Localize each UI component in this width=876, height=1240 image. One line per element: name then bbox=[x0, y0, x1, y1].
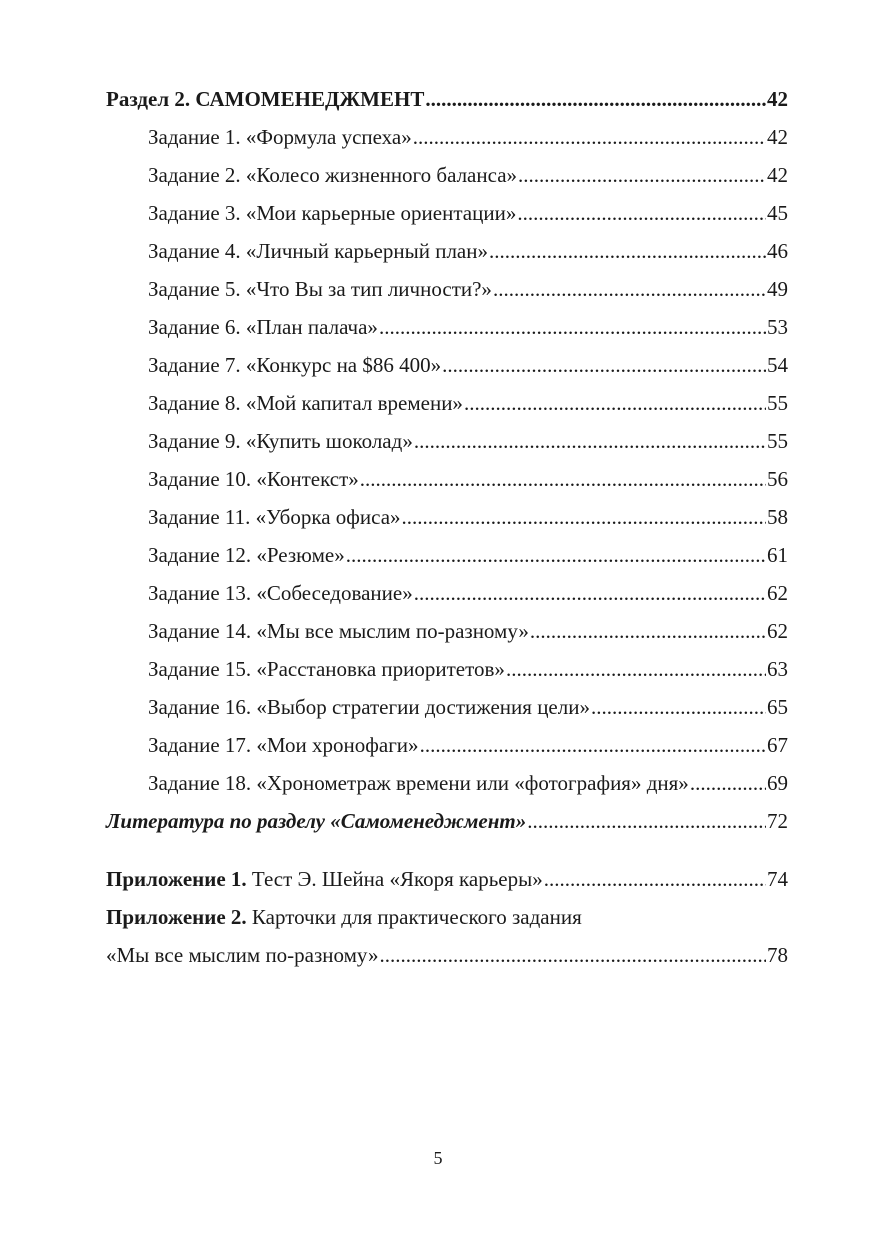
toc-task-entry[interactable] bbox=[106, 612, 788, 650]
dot-leader bbox=[379, 308, 766, 346]
toc-literature-entry[interactable] bbox=[106, 802, 788, 840]
toc-task-entry[interactable] bbox=[106, 764, 788, 802]
section-title: Раздел 2. САМОМЕНЕДЖМЕНТ bbox=[106, 87, 425, 111]
task-page: 61 bbox=[767, 543, 788, 567]
task-title: Задание 14. «Мы все мыслим по-разному» bbox=[148, 619, 529, 643]
toc-task-entry[interactable] bbox=[106, 536, 788, 574]
dot-leader bbox=[591, 688, 766, 726]
dot-leader bbox=[360, 460, 766, 498]
toc-task-entry[interactable] bbox=[106, 156, 788, 194]
appendix-2-title-line-2: «Мы все мыслим по-разному» bbox=[106, 943, 379, 967]
appendix-1-label: Приложение 1. bbox=[106, 867, 247, 891]
task-title: Задание 17. «Мои хронофаги» bbox=[148, 733, 419, 757]
task-page: 55 bbox=[767, 391, 788, 415]
toc-task-entry[interactable] bbox=[106, 460, 788, 498]
task-title: Задание 10. «Контекст» bbox=[148, 467, 359, 491]
toc-task-entry[interactable] bbox=[106, 422, 788, 460]
page-number: 5 bbox=[433, 1148, 443, 1168]
dot-leader bbox=[464, 384, 766, 422]
dot-leader bbox=[493, 270, 766, 308]
task-title: Задание 8. «Мой капитал времени» bbox=[148, 391, 463, 415]
task-page: 49 bbox=[767, 277, 788, 301]
toc-task-entry[interactable] bbox=[106, 118, 788, 156]
section-page: 42 bbox=[767, 87, 788, 111]
task-page: 55 bbox=[767, 429, 788, 453]
appendix-1-title-group bbox=[106, 860, 543, 898]
toc-appendix-2-entry-line-2[interactable] bbox=[106, 936, 788, 974]
task-page: 62 bbox=[767, 619, 788, 643]
toc-task-entry[interactable] bbox=[106, 498, 788, 536]
toc-task-entry[interactable] bbox=[106, 194, 788, 232]
task-page: 63 bbox=[767, 657, 788, 681]
literature-page: 72 bbox=[767, 809, 788, 833]
task-page: 42 bbox=[767, 125, 788, 149]
task-page: 42 bbox=[767, 163, 788, 187]
task-page: 69 bbox=[767, 771, 788, 795]
dot-leader bbox=[442, 346, 766, 384]
toc-task-entry[interactable] bbox=[106, 650, 788, 688]
task-page: 54 bbox=[767, 353, 788, 377]
task-title: Задание 5. «Что Вы за тип личности?» bbox=[148, 277, 492, 301]
toc-appendix-1-entry[interactable] bbox=[106, 860, 788, 898]
task-page: 45 bbox=[767, 201, 788, 225]
task-page: 58 bbox=[767, 505, 788, 529]
task-title: Задание 12. «Резюме» bbox=[148, 543, 345, 567]
dot-leader bbox=[530, 612, 766, 650]
task-title: Задание 3. «Мои карьерные ориентации» bbox=[148, 201, 517, 225]
task-title: Задание 11. «Уборка офиса» bbox=[148, 505, 401, 529]
task-title: Задание 9. «Купить шоколад» bbox=[148, 429, 413, 453]
task-page: 46 bbox=[767, 239, 788, 263]
dot-leader bbox=[527, 802, 766, 840]
dot-leader bbox=[402, 498, 766, 536]
dot-leader bbox=[544, 860, 766, 898]
dot-leader bbox=[489, 232, 766, 270]
task-page: 65 bbox=[767, 695, 788, 719]
toc-section-entry[interactable] bbox=[106, 80, 788, 118]
dot-leader bbox=[425, 80, 766, 118]
dot-leader bbox=[414, 574, 766, 612]
dot-leader bbox=[413, 118, 766, 156]
appendix-2-title-line-1: Карточки для практического задания bbox=[251, 905, 582, 929]
dot-leader bbox=[518, 156, 766, 194]
task-title: Задание 7. «Конкурс на $86 400» bbox=[148, 353, 442, 377]
dot-leader bbox=[379, 936, 766, 974]
task-title: Задание 13. «Собеседование» bbox=[148, 581, 413, 605]
task-page: 56 bbox=[767, 467, 788, 491]
appendix-1-page: 74 bbox=[767, 867, 788, 891]
toc-task-entry[interactable] bbox=[106, 232, 788, 270]
dot-leader bbox=[506, 650, 766, 688]
dot-leader bbox=[420, 726, 766, 764]
task-title: Задание 15. «Расстановка приоритетов» bbox=[148, 657, 505, 681]
spacer bbox=[106, 840, 788, 860]
task-title: Задание 16. «Выбор стратегии достижения цели» bbox=[148, 695, 590, 719]
toc-task-entry[interactable] bbox=[106, 688, 788, 726]
task-page: 53 bbox=[767, 315, 788, 339]
task-title: Задание 4. «Личный карьерный план» bbox=[148, 239, 488, 263]
toc-task-entry[interactable] bbox=[106, 574, 788, 612]
task-page: 62 bbox=[767, 581, 788, 605]
toc-task-entry[interactable] bbox=[106, 726, 788, 764]
dot-leader bbox=[517, 194, 766, 232]
table-of-contents bbox=[106, 80, 788, 974]
task-title: Задание 1. «Формула успеха» bbox=[148, 125, 412, 149]
literature-title: Литература по разделу «Самоменеджмент» bbox=[106, 809, 527, 833]
dot-leader bbox=[690, 764, 766, 802]
task-page: 67 bbox=[767, 733, 788, 757]
dot-leader bbox=[414, 422, 766, 460]
toc-task-entry[interactable] bbox=[106, 346, 788, 384]
task-title: Задание 6. «План палача» bbox=[148, 315, 378, 339]
task-title: Задание 18. «Хронометраж времени или «фотография» дня» bbox=[148, 771, 689, 795]
appendix-2-page: 78 bbox=[767, 943, 788, 967]
dot-leader bbox=[346, 536, 766, 574]
toc-task-entry[interactable] bbox=[106, 270, 788, 308]
task-title: Задание 2. «Колесо жизненного баланса» bbox=[148, 163, 518, 187]
appendix-1-title: Тест Э. Шейна «Якоря карьеры» bbox=[251, 867, 543, 891]
toc-task-entry[interactable] bbox=[106, 384, 788, 422]
toc-task-entry[interactable] bbox=[106, 308, 788, 346]
appendix-2-label: Приложение 2. bbox=[106, 905, 247, 929]
toc-appendix-2-entry-line-1[interactable] bbox=[106, 898, 788, 936]
